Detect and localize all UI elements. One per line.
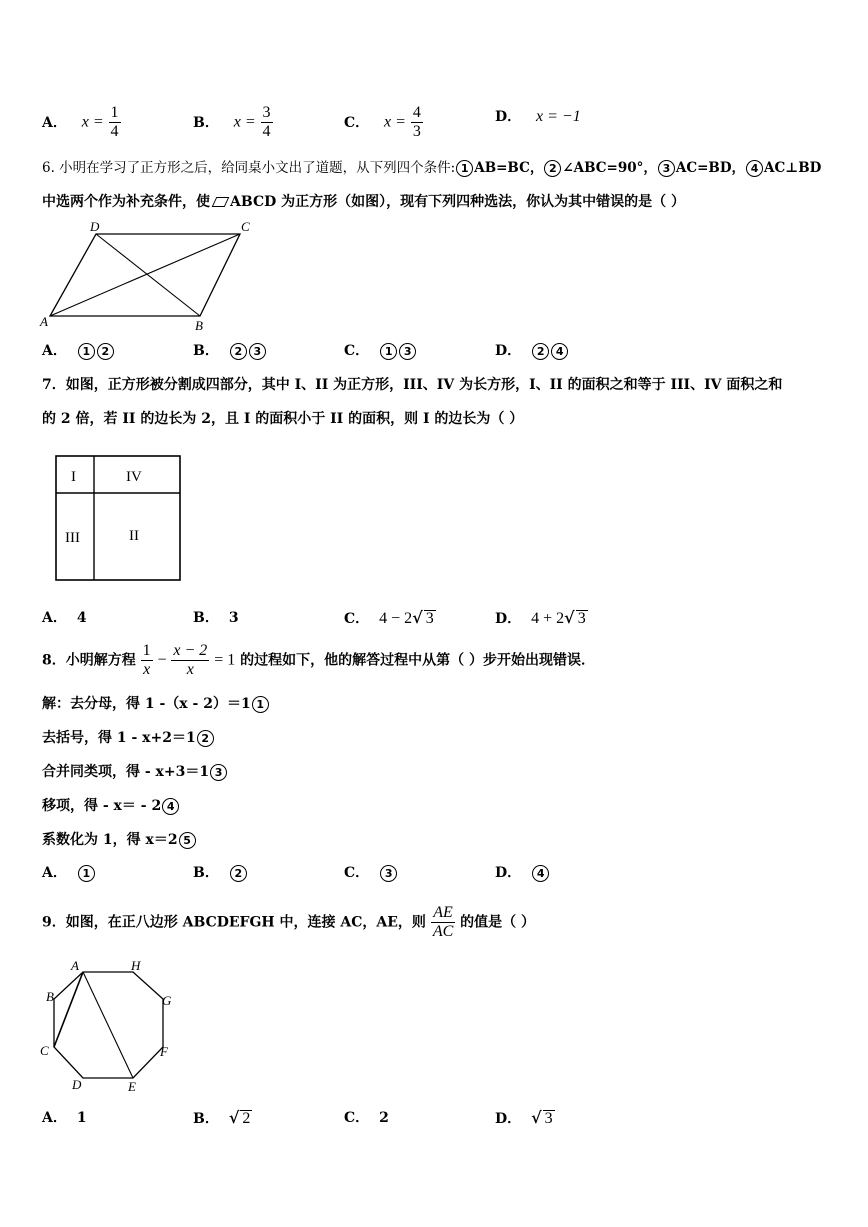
q7-option-d[interactable]: D． 4 + 2√ 3 xyxy=(495,608,586,627)
segment-ae xyxy=(83,972,133,1078)
label-c: C xyxy=(40,1043,49,1058)
q6-stem-line2: 中选两个作为补充条件，使 ABCD 为正方形（如图），现有下列四种选法，你认为其中错误的是（ ） xyxy=(42,194,685,210)
label-a: A xyxy=(40,314,48,329)
q5-option-d[interactable]: D． x = −1 xyxy=(495,108,581,125)
q6-stem-line1: 6. 小明在学习了正方形之后，给同桌小文出了道题，从下列四个条件: 1 AB=BC， 2 ∠ABC=90°， 3 AC=BD， 4 AC⊥BD xyxy=(42,160,822,176)
q7-option-c[interactable]: C． 4 − 2√ 3 xyxy=(344,608,434,627)
q6-option-b[interactable]: B． 2 3 xyxy=(193,341,267,361)
label-d: D xyxy=(72,1077,82,1092)
label-d: D xyxy=(90,219,100,234)
label-b: B xyxy=(46,989,54,1004)
q8-step-1: 解：去分母，得 1 -（x - 2）＝1 1 xyxy=(42,693,270,713)
q8-step-5: 系数化为 1，得 x＝2 5 xyxy=(42,829,197,849)
q7-stem-line2: 的 2 倍，若 II 的边长为 2，且 I 的面积小于 II 的面积，则 I 的边长为（ ） xyxy=(42,411,524,427)
q9-option-d[interactable]: D． √ 3 xyxy=(495,1108,553,1127)
fraction: $\frac{3}{4}$ xyxy=(262,104,271,140)
q6-parallelogram-figure xyxy=(36,216,266,336)
q9-option-c[interactable]: C． 2 xyxy=(344,1110,389,1126)
q5-option-b[interactable]: B． x = $\frac{3}{4}$ xyxy=(193,104,271,140)
q8-option-c[interactable]: C． 3 xyxy=(344,863,398,883)
diagonal-ac xyxy=(50,234,240,316)
q6-option-c[interactable]: C． 1 3 xyxy=(344,341,417,361)
fraction: $\frac{1}{x}$ xyxy=(142,642,151,678)
q8-step-4: 移项，得 - x＝ - 2 4 xyxy=(42,795,180,815)
label-e: E xyxy=(128,1079,136,1094)
fraction: $\frac{x - 2}{x}$ xyxy=(173,642,208,678)
region-iii-label: III xyxy=(65,530,80,546)
label-c: C xyxy=(241,219,250,234)
region-iv-label: IV xyxy=(126,469,142,485)
label-g: G xyxy=(162,993,172,1008)
q8-option-a[interactable]: A． 1 xyxy=(42,863,96,883)
q7-option-b[interactable]: B． 3 xyxy=(193,610,239,626)
label-a: A xyxy=(71,958,79,973)
q8-stem: 8．小明解方程 $\frac{1}{x}$ − $\frac{x - 2}{x}$ = 1 的过程如下，他的解答过程中从第（ ）步开始出现错误． xyxy=(42,642,595,678)
label-b: B xyxy=(195,318,203,333)
fraction: $\frac{4}{3}$ xyxy=(412,104,421,140)
q6-option-a[interactable]: A． 1 2 xyxy=(42,341,115,361)
parallelogram-icon xyxy=(212,197,230,207)
q7-stem-line1: 7．如图，正方形被分割成四部分，其中 I、II 为正方形，III、IV 为长方形，I、II 的面积之和等于 III、IV 面积之和 xyxy=(42,377,783,393)
q8-option-d[interactable]: D． 4 xyxy=(495,863,550,883)
region-ii-label: II xyxy=(129,528,139,544)
region-i-label: I xyxy=(71,469,76,485)
fraction: $\frac{1}{4}$ xyxy=(110,104,119,140)
diagonal-bd xyxy=(96,234,200,316)
q5-option-a[interactable]: A． x = $\frac{1}{4}$ xyxy=(42,104,119,140)
q8-step-3: 合并同类项，得 - x+3＝1 3 xyxy=(42,761,228,781)
q9-option-b[interactable]: B． √ 2 xyxy=(193,1108,251,1127)
label-h: H xyxy=(131,958,141,973)
fraction: $\frac{AE}{AC}$ xyxy=(432,904,454,940)
q9-octagon-figure xyxy=(36,955,186,1100)
q8-option-b[interactable]: B． 2 xyxy=(193,863,248,883)
q7-option-a[interactable]: A． 4 xyxy=(42,610,87,626)
q8-step-2: 去括号，得 1 - x+2＝1 2 xyxy=(42,727,215,747)
q6-option-d[interactable]: D． 2 4 xyxy=(495,341,569,361)
q9-option-a[interactable]: A． 1 xyxy=(42,1110,87,1126)
label-f: F xyxy=(160,1044,168,1059)
segment-ac xyxy=(54,972,83,1047)
q9-stem: 9．如图，在正八边形 ABCDEFGH 中，连接 AC，AE，则 $\frac{AE}{AC}$ 的值是（ ） xyxy=(42,904,536,940)
q5-option-c[interactable]: C． x = $\frac{4}{3}$ xyxy=(344,104,421,140)
q7-square-figure xyxy=(50,450,190,586)
